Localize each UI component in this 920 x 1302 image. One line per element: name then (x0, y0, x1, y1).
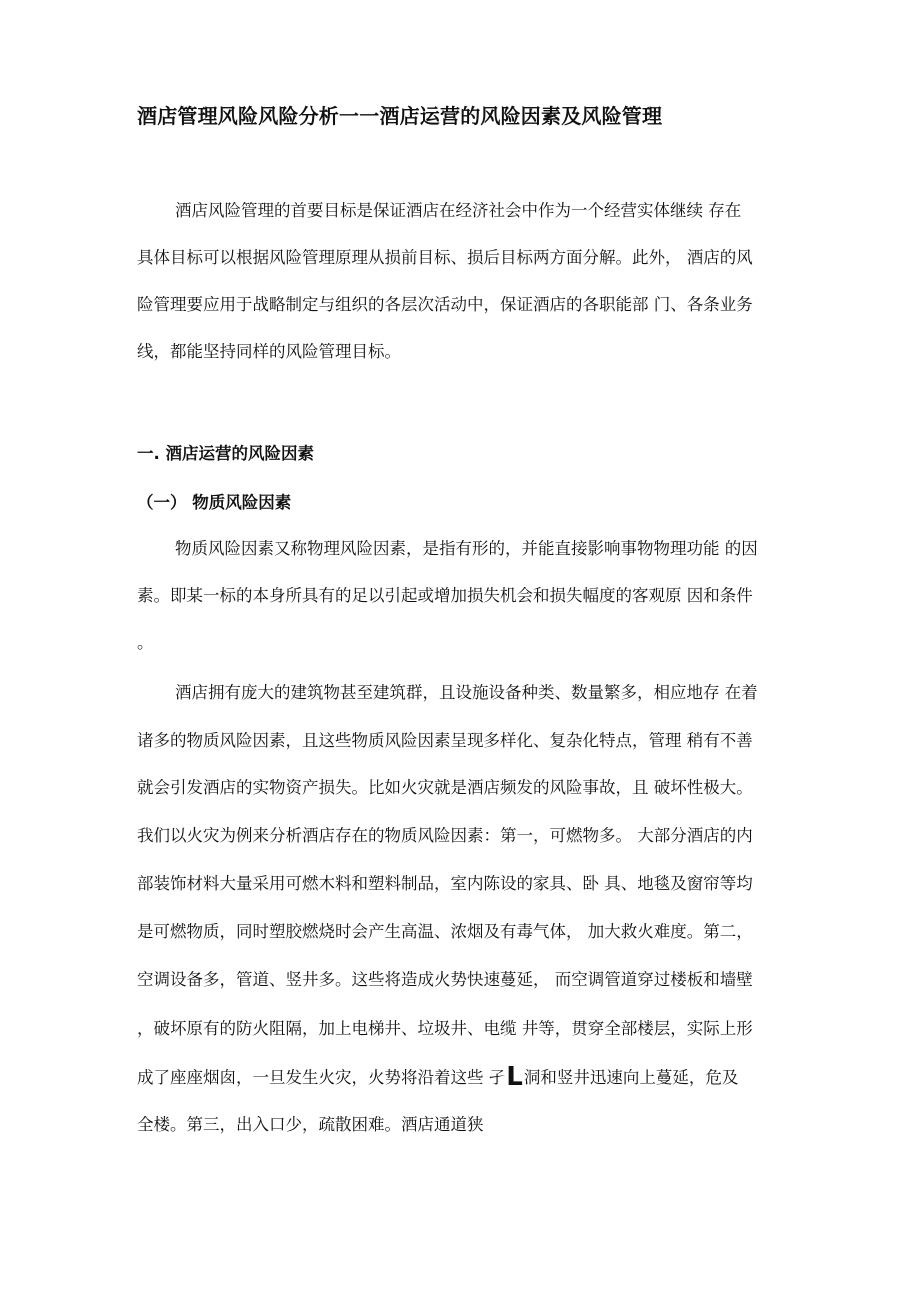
subsection-heading: （一） 物质风险因素 (137, 493, 292, 512)
paragraph-line: ，破坏原有的防火阻隔，加上电梯井、垃圾井、电缆 井等，贯穿全部楼层，实际上形 (137, 1019, 753, 1038)
document-title: 酒店管理风险风险分析一一酒店运营的风险因素及风险管理 (137, 104, 663, 128)
paragraph-line: 是可燃物质，同时塑胶燃烧时会产生高温、浓烟及有毒气体， 加大救火难度。第二， (137, 922, 753, 941)
paragraph-line: 空调设备多，管道、竖井多。这些将造成火势快速蔓延， 而空调管道穿过楼板和墙壁 (137, 970, 753, 989)
line-text: 洞和竖井迅速向上蔓延，危及 (523, 1068, 739, 1087)
paragraph-line: 具体目标可以根据风险管理原理从损前目标、损后目标两方面分解。此外， 酒店的风 (137, 248, 753, 267)
line-text: 成了座座烟囱，一旦发生火灾，火势将沿着这些 孑 (137, 1068, 506, 1087)
section-heading: 一. 酒店运营的风险因素 (137, 444, 315, 463)
paragraph-line: 部装饰材料大量采用可燃木料和塑料制品，室内陈设的家具、卧 具、地毯及窗帘等均 (137, 874, 753, 893)
paragraph-line: 素。即某一标的本身所具有的足以引起或增加损失机会和损失幅度的客观原 因和条件 (137, 586, 753, 605)
paragraph-line: 酒店拥有庞大的建筑物甚至建筑群，且设施设备种类、数量繁多，相应地存 在着 (175, 683, 758, 702)
paragraph-line (137, 1062, 739, 1092)
ocr-glyph: L (506, 1062, 523, 1092)
paragraph-line: 酒店风险管理的首要目标是保证酒店在经济社会中作为一个经营实体继续 存在 (175, 201, 742, 220)
paragraph-line: 物质风险因素又称物理风险因素，是指有形的，并能直接影响事物物理功能 的因 (175, 539, 758, 558)
paragraph-line: 线，都能坚持同样的风险管理目标。 (137, 342, 401, 361)
paragraph-line: 。 (137, 633, 154, 652)
paragraph-line: 险管理要应用于战略制定与组织的各层次活动中，保证酒店的各职能部 门、各条业务 (137, 295, 753, 314)
paragraph-line: 全楼。第三，出入口少，疏散困难。酒店通道狭 (137, 1115, 484, 1134)
paragraph-line: 就会引发酒店的实物资产损失。比如火灾就是酒店频发的风险事故，且 破坏性极大。 (137, 778, 753, 797)
paragraph-line: 诸多的物质风险因素，且这些物质风险因素呈现多样化、复杂化特点，管理 稍有不善 (137, 731, 753, 750)
paragraph-line: 我们以火灾为例来分析酒店存在的物质风险因素：第一，可燃物多。 大部分酒店的内 (137, 826, 753, 845)
